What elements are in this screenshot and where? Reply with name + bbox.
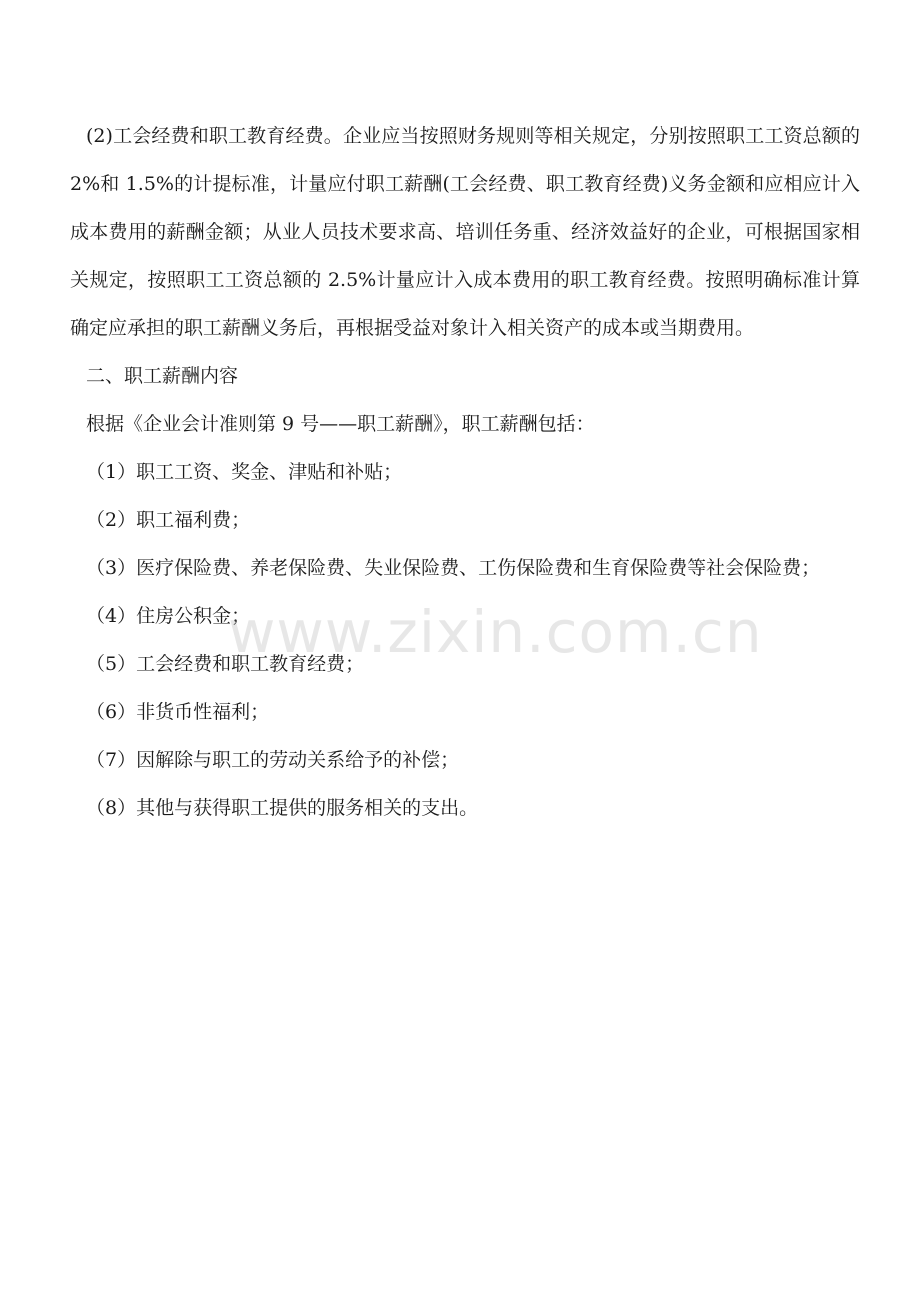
section-heading: 二、职工薪酬内容 (86, 365, 239, 387)
document-body (70, 112, 860, 832)
list-item: （2）职工福利费； (86, 509, 251, 531)
list-item: （4）住房公积金； (86, 605, 251, 627)
list-item: （1）职工工资、奖金、津贴和补贴； (86, 461, 403, 483)
watermark: www.zixin.com.cn (228, 598, 763, 666)
list-item: （3）医疗保险费、养老保险费、失业保险费、工伤保险费和生育保险费等社会保险费； (86, 557, 821, 579)
list-item: （7）因解除与职工的劳动关系给予的补偿； (86, 749, 460, 771)
list-item: （6）非货币性福利； (86, 701, 270, 723)
intro-line: 根据《企业会计准则第 9 号——职工薪酬》，职工薪酬包括： (86, 413, 595, 435)
list-item: （5）工会经费和职工教育经费； (86, 653, 365, 675)
paragraph-union-education-funds: (2)工会经费和职工教育经费。企业应当按照财务规则等相关规定，分别按照职工工资总额的 2%和 1.5%的计提标准，计量应付职工薪酬(工会经费、职工教育经费)义务金额和应相应计入成本费用的薪酬金额；从业人员技术要求高、培训任务重、经济效益好的企业，可根据国家相关规定，按照职工工资总额的 2.5%计量应计入成本费用的职工教育经费。按照明确标准计算确定应承担的职工薪酬义务后，再根据受益对象计入相关资产的成本或当期费用。 (70, 125, 860, 339)
list-item: （8）其他与获得职工提供的服务相关的支出。 (86, 797, 479, 819)
